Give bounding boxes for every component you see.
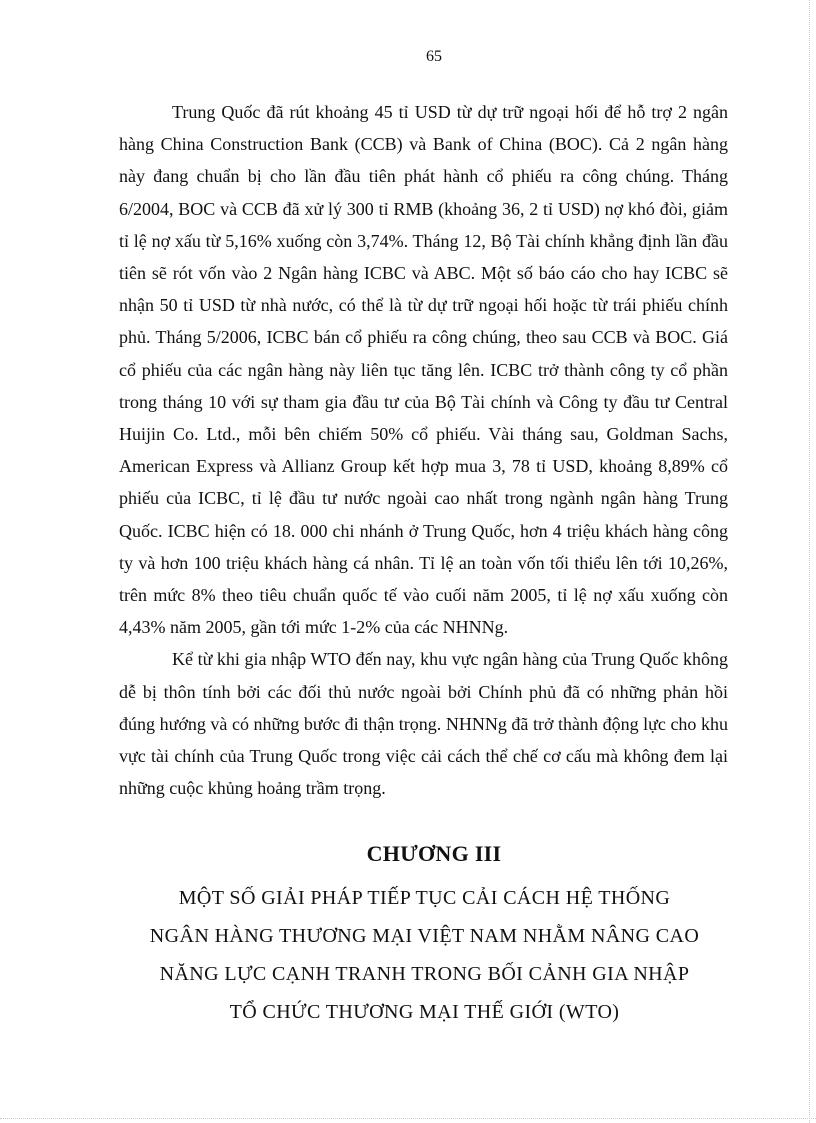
page-border-bottom [0, 1118, 816, 1119]
page-number: 65 [426, 48, 442, 65]
chapter-heading: CHƯƠNG III [366, 841, 502, 866]
chapter-title-line: TỔ CHỨC THƯƠNG MẠI THẾ GIỚI (WTO) [229, 1001, 620, 1023]
page-border-right [809, 0, 810, 1123]
chapter-title-line: NĂNG LỰC CẠNH TRANH TRONG BỐI CẢNH GIA NHẬP [159, 963, 690, 985]
body-text [119, 96, 728, 804]
chapter-title-line: NGÂN HÀNG THƯƠNG MẠI VIỆT NAM NHẰM NÂNG CAO [149, 925, 700, 947]
chapter-title-line: MỘT SỐ GIẢI PHÁP TIẾP TỤC CẢI CÁCH HỆ THỐNG [178, 887, 671, 909]
paragraph-wto-accession: Kể từ khi gia nhập WTO đến nay, khu vực ngân hàng của Trung Quốc không dễ bị thôn tính bởi các đối thủ nước ngoài bởi Chính phủ đã có những phản hồi đúng hướng và có những bước đi thận trọng. NHNNg đã trở thành động lực cho khu vực tài chính của Trung Quốc trong việc cải cách thể chế cơ cấu mà không đem lại những cuộc khủng hoảng trầm trọng. [119, 649, 728, 799]
chapter-title [119, 879, 730, 1031]
paragraph-china-bank-recapitalization: Trung Quốc đã rút khoảng 45 tỉ USD từ dự trữ ngoại hối để hỗ trợ 2 ngân hàng China Construction Bank (CCB) và Bank of China (BOC). Cả 2 ngân hàng này đang chuẩn bị cho lần đầu tiên phát hành cổ phiếu ra công chúng. Tháng 6/2004, BOC và CCB đã xử lý 300 tỉ RMB (khoảng 36, 2 tỉ USD) nợ khó đòi, giảm tỉ lệ nợ xấu từ 5,16% xuống còn 3,74%. Tháng 12, Bộ Tài chính khẳng định lần đầu tiên sẽ rót vốn vào 2 Ngân hàng ICBC và ABC. Một số báo cáo cho hay ICBC sẽ nhận 50 tỉ USD từ nhà nước, có thể là từ dự trữ ngoại hối hoặc từ trái phiếu chính phủ. Tháng 5/2006, ICBC bán cổ phiếu ra công chúng, theo sau CCB và BOC. Giá cổ phiếu của các ngân hàng này liên tục tăng lên. ICBC trở thành công ty cổ phần trong tháng 10 với sự tham gia đầu tư của Bộ Tài chính và Công ty đầu tư Central Huijin Co. Ltd., mỗi bên chiếm 50% cổ phiếu. Vài tháng sau, Goldman Sachs, American Express và Allianz Group kết hợp mua 3, 78 tỉ USD, khoảng 8,89% cổ phiếu của ICBC, tỉ lệ đầu tư nước ngoài cao nhất trong ngành ngân hàng Trung Quốc. ICBC hiện có 18. 000 chi nhánh ở Trung Quốc, hơn 4 triệu khách hàng công ty và hơn 100 triệu khách hàng cá nhân. Tỉ lệ an toàn vốn tối thiểu lên tới 10,26%, trên mức 8% theo tiêu chuẩn quốc tế vào cuối năm 2005, tỉ lệ nợ xấu xuống còn 4,43% năm 2005, gần tới mức 1-2% của các NHNNg. [119, 102, 728, 638]
